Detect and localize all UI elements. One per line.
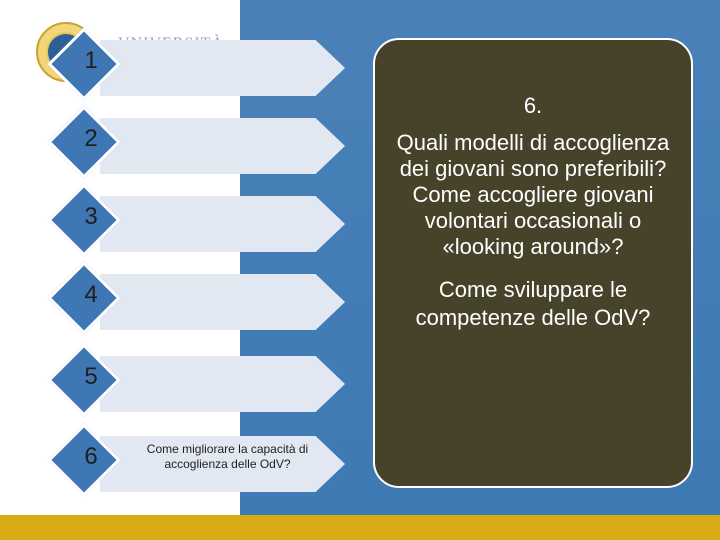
step-chevron	[100, 40, 345, 96]
step-chevron	[100, 274, 345, 330]
step-4[interactable]	[0, 274, 345, 330]
step-3[interactable]	[0, 196, 345, 252]
question-callout	[373, 38, 693, 488]
step-number: 6	[84, 443, 98, 470]
step-5[interactable]	[0, 356, 345, 412]
step-chevron	[100, 356, 345, 412]
step-number: 4	[84, 281, 98, 308]
footer-bar	[0, 515, 720, 540]
step-chevron	[100, 118, 345, 174]
callout-question-1: Quali modelli di accoglienza dei giovani sono preferibili? Come accogliere giovani volontari occasionali o «looking around»?	[396, 130, 670, 259]
step-number: 2	[84, 125, 98, 152]
step-6[interactable]	[0, 436, 345, 492]
step-number: 3	[84, 203, 98, 230]
callout-number: 6.	[523, 93, 543, 118]
step-chevron	[100, 196, 345, 252]
step-number: 5	[84, 363, 98, 390]
step-2[interactable]	[0, 118, 345, 174]
callout-question-2: Come sviluppare le competenze delle OdV?	[415, 277, 651, 330]
step-number: 1	[84, 47, 98, 74]
step-1[interactable]	[0, 40, 345, 96]
step-label: Come migliorare la capacità di accoglienza delle OdV?	[146, 442, 309, 471]
